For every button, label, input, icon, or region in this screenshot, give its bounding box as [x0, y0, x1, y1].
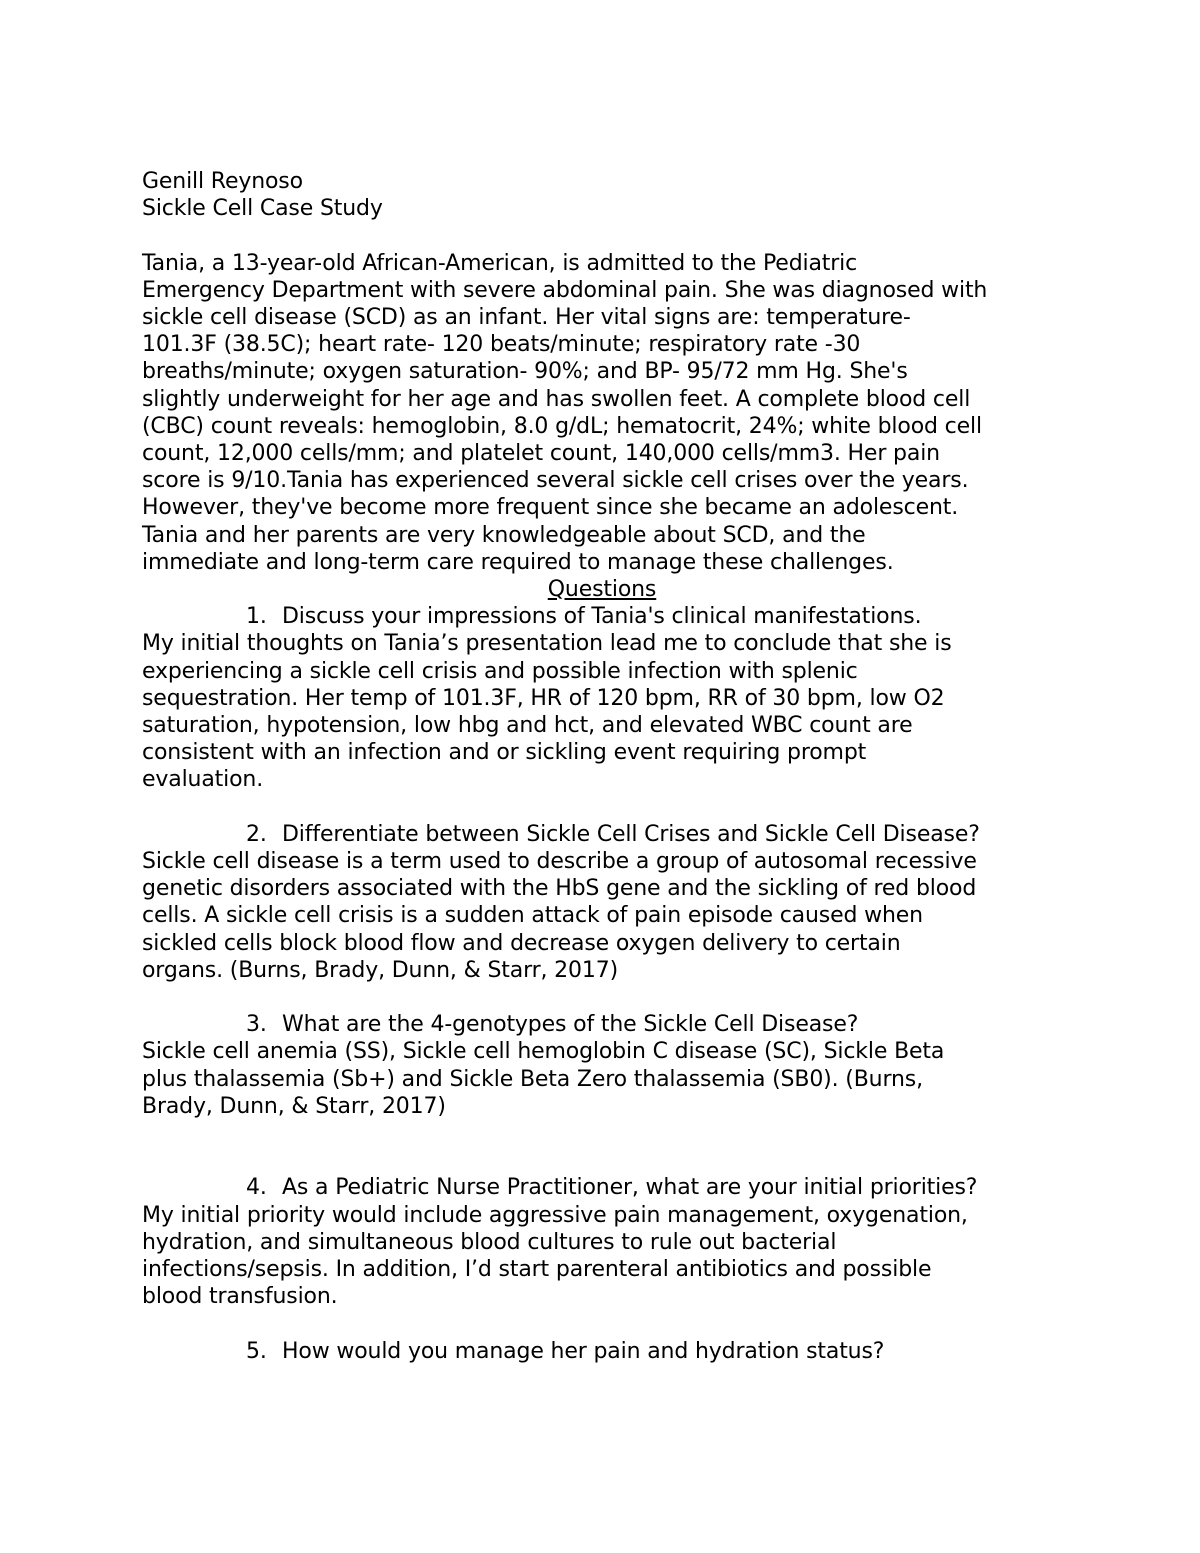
- answer-line: Sickle cell disease is a term used to describe a group of autosomal recessive: [142, 849, 977, 875]
- question-1: [142, 603, 1062, 630]
- answer-line: saturation, hypotension, low hbg and hct, and elevated WBC count are: [142, 713, 913, 739]
- intro-line: Tania and her parents are very knowledgeable about SCD, and the: [142, 522, 866, 548]
- answer-line: hydration, and simultaneous blood cultures to rule out bacterial: [142, 1229, 837, 1255]
- answer-line: sequestration. Her temp of 101.3F, HR of 120 bpm, RR of 30 bpm, low O2: [142, 685, 945, 711]
- intro-line: immediate and long-term care required to manage these challenges.: [142, 549, 894, 575]
- questions-heading: Questions: [547, 577, 657, 603]
- question-block-4: [142, 1174, 1062, 1310]
- answer-line: experiencing a sickle cell crisis and possible infection with splenic: [142, 658, 858, 684]
- answer-line: evaluation.: [142, 767, 264, 793]
- spacer: [142, 1147, 1062, 1174]
- answer-line: plus thalassemia (Sb+) and Sickle Beta Zero thalassemia (SB0). (Burns,: [142, 1066, 923, 1092]
- answer-line: cells. A sickle cell crisis is a sudden attack of pain episode caused when: [142, 903, 923, 929]
- answer-line: Sickle cell anemia (SS), Sickle cell hemoglobin C disease (SC), Sickle Beta: [142, 1039, 945, 1065]
- question-text: What are the 4-genotypes of the Sickle Cell Disease?: [282, 1012, 859, 1038]
- questions-heading-row: [142, 576, 1062, 603]
- question-2: [142, 821, 1062, 848]
- author-name: Genill Reynoso: [142, 169, 303, 194]
- answer-line: infections/sepsis. In addition, I’d start parenteral antibiotics and possible: [142, 1257, 932, 1283]
- question-5: [142, 1338, 1062, 1365]
- answer-line: consistent with an infection and or sickling event requiring prompt: [142, 740, 867, 766]
- intro-line: breaths/minute; oxygen saturation- 90%; and BP- 95/72 mm Hg. She's: [142, 359, 908, 385]
- spacer: [142, 222, 1062, 249]
- spacer: [142, 1310, 1062, 1337]
- intro-paragraph: [142, 250, 1062, 576]
- question-number: 2.: [246, 821, 267, 847]
- document-title: Sickle Cell Case Study: [142, 196, 383, 222]
- answer-line: Brady, Dunn, & Starr, 2017): [142, 1093, 446, 1119]
- question-block-2: [142, 821, 1062, 984]
- document-page: [142, 168, 1062, 1365]
- question-3: [142, 1011, 1062, 1038]
- question-number: 4.: [246, 1175, 267, 1201]
- question-text: Discuss your impressions of Tania's clinical manifestations.: [282, 604, 922, 630]
- intro-line: Tania, a 13-year-old African-American, is admitted to the Pediatric: [142, 250, 858, 276]
- intro-line: However, they've become more frequent since she became an adolescent.: [142, 495, 959, 521]
- answer-line: My initial thoughts on Tania’s presentation lead me to conclude that she is: [142, 631, 952, 657]
- question-number: 1.: [246, 604, 267, 630]
- spacer: [142, 984, 1062, 1011]
- question-text: How would you manage her pain and hydration status?: [282, 1338, 885, 1364]
- question-block-3: [142, 1011, 1062, 1120]
- question-text: As a Pediatric Nurse Practitioner, what are your initial priorities?: [282, 1175, 978, 1201]
- answer-line: sickled cells block blood flow and decrease oxygen delivery to certain: [142, 930, 901, 956]
- question-number: 5.: [246, 1338, 267, 1364]
- spacer: [142, 1120, 1062, 1147]
- intro-line: score is 9/10.Tania has experienced several sickle cell crises over the years.: [142, 468, 969, 494]
- answer-line: genetic disorders associated with the HbS gene and the sickling of red blood: [142, 876, 977, 902]
- intro-line: 101.3F (38.5C); heart rate- 120 beats/minute; respiratory rate -30: [142, 332, 861, 358]
- intro-line: count, 12,000 cells/mm; and platelet count, 140,000 cells/mm3. Her pain: [142, 441, 940, 467]
- intro-line: sickle cell disease (SCD) as an infant. Her vital signs are: temperature-: [142, 305, 911, 330]
- intro-line: (CBC) count reveals: hemoglobin, 8.0 g/dL; hematocrit, 24%; white blood cell: [142, 413, 982, 439]
- answer-line: My initial priority would include aggressive pain management, oxygenation,: [142, 1202, 968, 1228]
- answer-line: blood transfusion.: [142, 1284, 338, 1310]
- intro-line: slightly underweight for her age and has swollen feet. A complete blood cell: [142, 386, 971, 412]
- intro-line: Emergency Department with severe abdominal pain. She was diagnosed with: [142, 277, 988, 303]
- answer-line: organs. (Burns, Brady, Dunn, & Starr, 2017): [142, 957, 619, 983]
- question-number: 3.: [246, 1012, 267, 1038]
- question-text: Differentiate between Sickle Cell Crises and Sickle Cell Disease?: [282, 821, 980, 847]
- question-block-1: [142, 603, 1062, 793]
- question-block-5: [142, 1338, 1062, 1365]
- question-4: [142, 1174, 1062, 1201]
- spacer: [142, 794, 1062, 821]
